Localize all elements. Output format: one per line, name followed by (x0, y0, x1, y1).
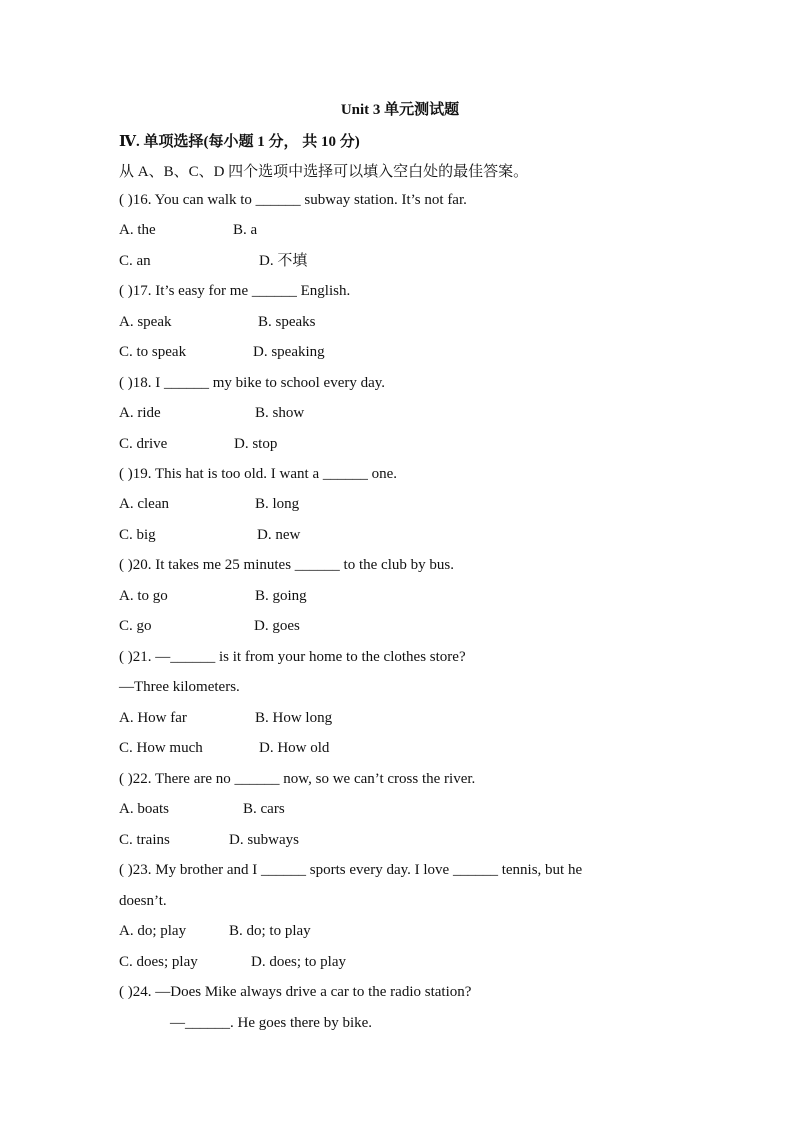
option-c: C. to speak (119, 344, 187, 360)
question-stem: ( )22. There are no ______ now, so we can’t cross the river. (119, 771, 476, 787)
question-stem: ( )18. I ______ my bike to school every day. (119, 375, 386, 391)
option-a: A. ride (119, 405, 161, 421)
option-b: B. show (255, 405, 305, 421)
option-c: C. trains (119, 832, 170, 848)
option-a: A. to go (119, 588, 168, 604)
document-title: Unit 3 单元测试题 (340, 102, 460, 118)
option-b: B. cars (243, 801, 285, 817)
option-b: B. speaks (258, 314, 316, 330)
option-c: C. drive (119, 436, 168, 452)
option-d: D. does; to play (251, 954, 346, 970)
option-c: C. big (119, 527, 156, 543)
option-d: D. speaking (253, 344, 325, 360)
instructions: 从 A、B、C、D 四个选项中选择可以填入空白处的最佳答案。 (119, 164, 529, 180)
option-c: C. does; play (119, 954, 198, 970)
question-stem: ( )16. You can walk to ______ subway station. It’s not far. (119, 192, 467, 208)
option-b: B. long (255, 496, 300, 512)
option-d: D. stop (234, 436, 278, 452)
option-a: A. speak (119, 314, 172, 330)
option-a: A. boats (119, 801, 169, 817)
option-b: B. How long (255, 710, 333, 726)
option-d: D. goes (254, 618, 300, 634)
option-c: C. How much (119, 740, 203, 756)
option-c: C. go (119, 618, 152, 634)
question-stem-continued: doesn’t. (119, 893, 167, 909)
option-c: C. an (119, 253, 151, 269)
option-a: A. How far (119, 710, 187, 726)
question-stem: ( )24. —Does Mike always drive a car to the radio station? (119, 984, 472, 1000)
question-stem: ( )19. This hat is too old. I want a ______ one. (119, 466, 398, 482)
option-a: A. clean (119, 496, 169, 512)
dialogue-reply: —Three kilometers. (119, 679, 240, 695)
question-stem: ( )17. It’s easy for me ______ English. (119, 283, 351, 299)
option-d: D. How old (259, 740, 330, 756)
option-d: D. 不填 (259, 253, 308, 269)
option-a: A. do; play (119, 923, 187, 939)
option-b: B. do; to play (229, 923, 311, 939)
question-stem: ( )23. My brother and I ______ sports every day. I love ______ tennis, but he (119, 862, 583, 878)
section-heading: Ⅳ. 单项选择(每小题 1 分， 共 10 分) (119, 134, 360, 150)
option-d: D. new (257, 527, 301, 543)
option-a: A. the (119, 222, 156, 238)
option-d: D. subways (229, 832, 299, 848)
option-b: B. going (255, 588, 307, 604)
question-stem: ( )21. —______ is it from your home to the clothes store? (119, 649, 466, 665)
option-b: B. a (233, 222, 258, 238)
question-stem: ( )20. It takes me 25 minutes ______ to the club by bus. (119, 557, 454, 573)
dialogue-reply: —______. He goes there by bike. (170, 1015, 373, 1031)
